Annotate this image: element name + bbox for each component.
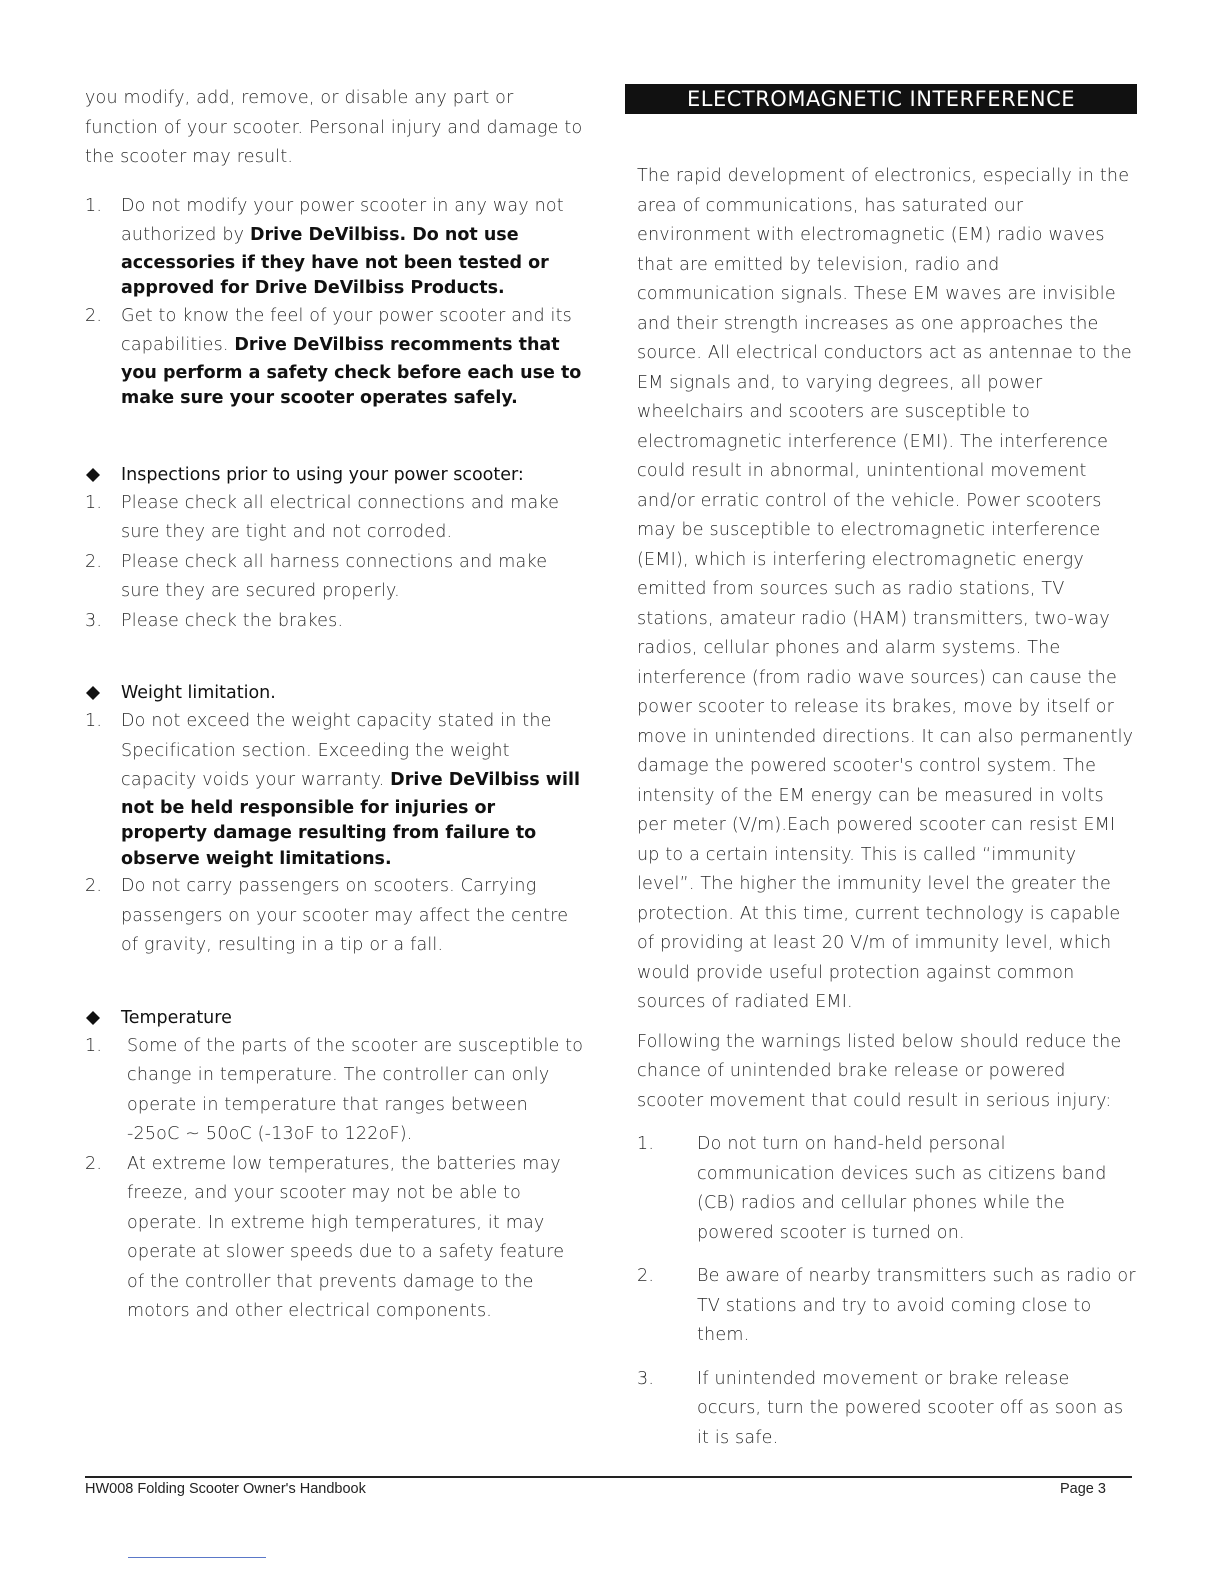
item-warning: Drive DeVilbiss will not be held responsible for injuries or property damage resulting from failure to observe weight limitations. [121, 770, 580, 869]
list-item [85, 302, 585, 412]
list-item [637, 1365, 1137, 1454]
list-number: 1. [85, 711, 103, 731]
list-number: 1. [85, 492, 103, 513]
list-item [85, 548, 585, 607]
item-text: Do not modify your power scooter in any way not authorized by [121, 195, 564, 245]
list-item [85, 1032, 585, 1150]
item-text: Please check all harness connections and make sure they are secured properly. [121, 551, 548, 601]
emi-paragraph: The rapid development of electronics, especially in the area of communications, has saturated our environment with electromagnetic (EM) radio waves that are emitted by television, radio and communication signals. These EM waves are invisible and their strength increases as one approaches the source. All electrical conductors act as antennae to the EM signals and, to varying degrees, all power wheelchairs and scooters are susceptible to electromagnetic interference (EMI). The interference could result in abnormal, unintentional movement and/or erratic control of the vehicle. Power scooters may be susceptible to electromagnetic interference (EMI), which is interfering electromagnetic energy emitted from sources such as radio stations, TV stations, amateur radio (HAM) transmitters, two-way radios, cellular phones and alarm systems. The interference (from radio wave sources) can cause the power scooter to release its brakes, move by itself or move in unintended directions. It can also permanently damage the powered scooter's control system. The intensity of the EM energy can be measured in volts per meter (V/m).Each powered scooter can resist EMI up to a certain intensity. This is called “immunity level”. The higher the immunity level the greater the protection. At this time, current technology is capable of providing at least 20 V/m of immunity level, which would provide useful protection against common sources of radiated EMI. [637, 166, 1134, 1012]
list-item [85, 707, 585, 872]
list-item [85, 607, 585, 637]
section-title: ELECTROMAGNETIC INTERFERENCE [625, 84, 1137, 114]
list-item [85, 192, 585, 302]
right-column [625, 84, 1137, 1453]
list-item [85, 1150, 585, 1327]
section-heading-inspections [85, 462, 585, 489]
item-text: Do not turn on hand-held personal communication devices such as citizens band (CB) radios and cellular phones while the powered scooter is turned on. [697, 1134, 1107, 1243]
list-number: 3. [637, 1368, 655, 1389]
heading-text: Temperature [121, 1007, 232, 1028]
list-item [85, 489, 585, 548]
footer-divider [85, 1476, 1132, 1478]
item-text: Please check all electrical connections and make sure they are tight and not corroded. [121, 492, 560, 542]
diamond-bullet-icon [86, 468, 100, 482]
list-number: 1. [637, 1134, 655, 1154]
heading-text: Inspections prior to using your power scooter: [121, 464, 524, 485]
list-item [637, 1262, 1137, 1351]
item-warning: Drive DeVilbiss recomments that you perform a safety check before each use to make sure your scooter operates safely. [121, 335, 582, 408]
item-text: If unintended movement or brake release occurs, turn the powered scooter off as soon as it is safe. [697, 1368, 1124, 1448]
link-underline [128, 1557, 266, 1558]
intro-paragraph: you modify, add, remove, or disable any part or function of your scooter. Personal injury and damage to the scooter may result. [85, 88, 583, 167]
section-heading-weight [85, 680, 585, 707]
list-number: 2. [85, 876, 103, 896]
list-number: 3. [85, 610, 103, 631]
list-number: 2. [85, 1153, 103, 1174]
diamond-bullet-icon [86, 686, 100, 700]
warnings-intro: Following the warnings listed below should reduce the chance of unintended brake release or powered scooter movement that could result in serious injury: [637, 1031, 1122, 1111]
list-number: 2. [85, 551, 103, 572]
list-item [637, 1130, 1137, 1248]
list-number: 2. [85, 305, 103, 326]
item-text: Be aware of nearby transmitters such as radio or TV stations and try to avoid coming close to them. [697, 1266, 1136, 1345]
list-number: 1. [85, 195, 103, 216]
item-text: At extreme low temperatures, the batteries may freeze, and your scooter may not be able to operate. In extreme high temperatures, it may operate at slower speeds due to a safety feature of the controller that prevents damage to the motors and other electrical components. [127, 1153, 565, 1321]
list-number: 2. [637, 1266, 655, 1286]
item-text: Please check the brakes. [121, 610, 344, 631]
page-number: Page 3 [1060, 1481, 1106, 1497]
list-item [85, 872, 585, 961]
item-text: Do not exceed the weight capacity stated in the Specification section. Exceeding the weight capacity voids your warranty. [121, 711, 552, 790]
section-heading-temperature [85, 1005, 585, 1032]
footer-title: HW008 Folding Scooter Owner's Handbook [85, 1481, 366, 1497]
item-text: Do not carry passengers on scooters. Carrying passengers on your scooter may affect the centre of gravity, resulting in a tip or a fall. [121, 876, 569, 955]
item-text: Some of the parts of the scooter are susceptible to change in temperature. The controller can only operate in temperature that ranges between -25oC ~ 50oC (-13oF to 122oF). [127, 1035, 584, 1144]
item-warning: Drive DeVilbiss. Do not use accessories if they have not been tested or approved for Drive DeVilbiss Products. [121, 225, 549, 298]
diamond-bullet-icon [86, 1011, 100, 1025]
modification-list [85, 192, 585, 412]
list-number: 1. [85, 1035, 103, 1056]
left-column [85, 84, 585, 1327]
item-text: Get to know the feel of your power scooter and its capabilities. [121, 305, 572, 355]
heading-text: Weight limitation. [121, 683, 276, 703]
